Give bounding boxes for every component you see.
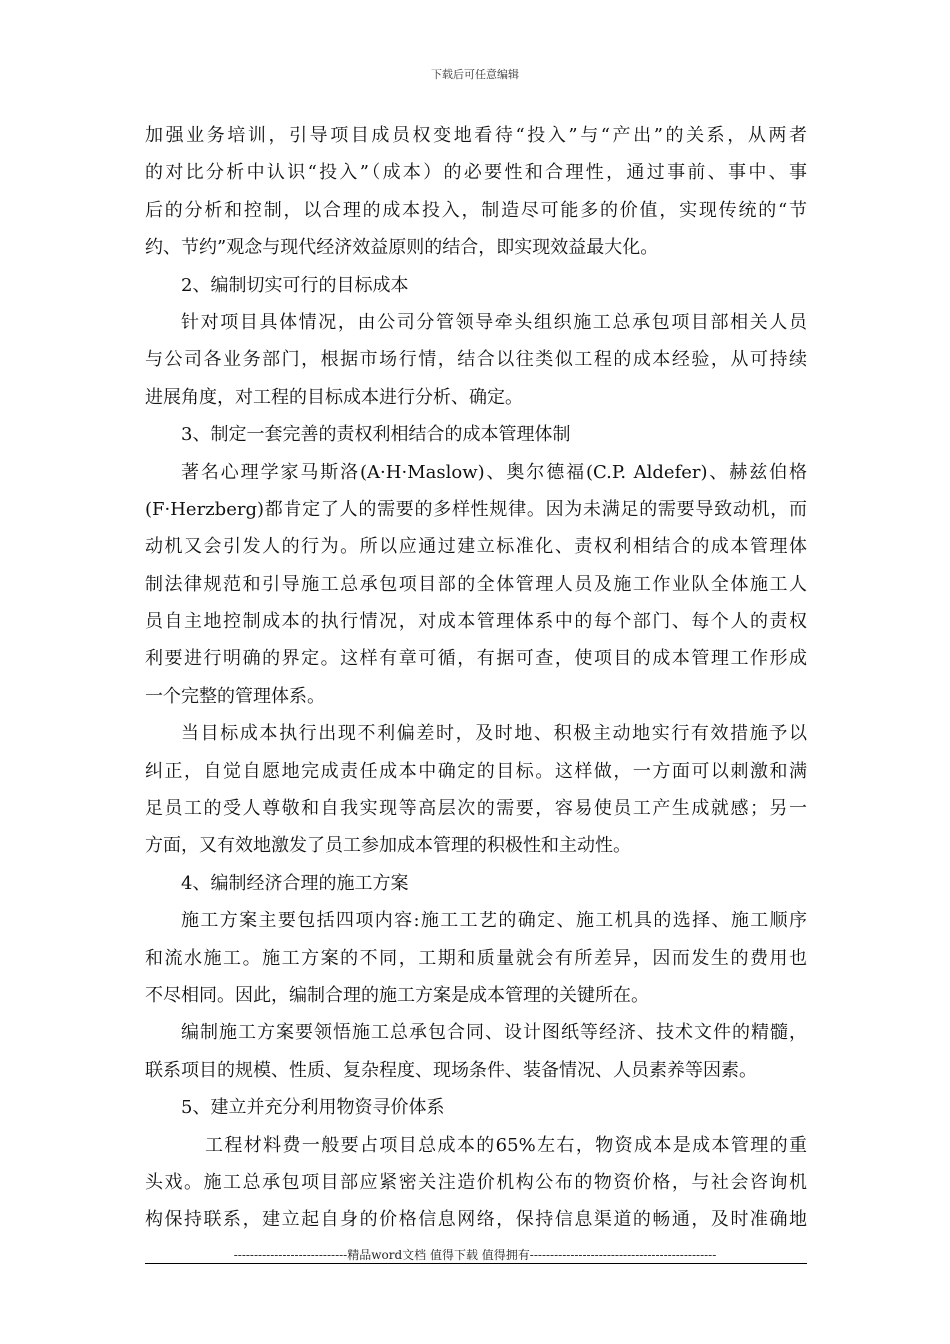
body-line: 和流水施工。施工方案的不同，工期和质量就会有所差异，因而发生的费用也	[145, 947, 807, 969]
body-line: 后的分析和控制，以合理的成本投入，制造尽可能多的价值，实现传统的“节	[145, 199, 807, 221]
section-heading: 2、编制切实可行的目标成本	[181, 274, 409, 296]
section-heading: 4、编制经济合理的施工方案	[181, 872, 409, 894]
body-line: 著名心理学家马斯洛(A·H·Maslow)、奥尔德福(C.P. Aldefer)、赫兹伯格	[181, 461, 807, 483]
body-line: 当目标成本执行出现不利偏差时，及时地、积极主动地实行有效措施予以	[181, 723, 807, 745]
body-line: 头戏。施工总承包项目部应紧密关注造价机构公布的物资价格，与社会咨询机	[145, 1171, 807, 1193]
section-heading: 3、制定一套完善的责权利相结合的成本管理体制	[181, 424, 571, 446]
body-line: 纠正，自觉自愿地完成责任成本中确定的目标。这样做，一方面可以刺激和满	[145, 760, 807, 782]
body-line: 方面，又有效地激发了员工参加成本管理的积极性和主动性。	[145, 835, 631, 857]
body-line: (F·Herzberg)都肯定了人的需要的多样性规律。因为未满足的需要导致动机，而	[145, 498, 807, 520]
body-line: 约、节约”观念与现代经济效益原则的结合，即实现效益最大化。	[145, 237, 659, 259]
page-header-note: 下载后可任意编辑	[431, 68, 519, 81]
body-line: 施工方案主要包括四项内容:施工工艺的确定、施工机具的选择、施工顺序	[181, 910, 807, 932]
body-line: 工程材料费一般要占项目总成本的65%左右，物资成本是成本管理的重	[205, 1134, 807, 1156]
footer-divider	[145, 1263, 807, 1264]
body-line: 一个完整的管理体系。	[145, 685, 325, 707]
page-footer-note: ----------------------------精品word文档 值得下载 值得拥有----------------------------------------------	[233, 1248, 717, 1262]
body-line: 针对项目具体情况，由公司分管领导牵头组织施工总承包项目部相关人员	[181, 311, 807, 333]
body-line: 编制施工方案要领悟施工总承包合同、设计图纸等经济、技术文件的精髓，	[181, 1022, 807, 1044]
body-line: 足员工的受人尊敬和自我实现等高层次的需要，容易使员工产生成就感；另一	[145, 798, 807, 820]
body-line: 不尽相同。因此，编制合理的施工方案是成本管理的关键所在。	[145, 984, 649, 1006]
body-line: 构保持联系，建立起自身的价格信息网络，保持信息渠道的畅通，及时准确地	[145, 1209, 807, 1231]
body-line: 员自主地控制成本的执行情况，对成本管理体系中的每个部门、每个人的责权	[145, 611, 807, 633]
document-body	[145, 117, 807, 1239]
section-heading: 5、建立并充分利用物资寻价体系	[181, 1097, 445, 1119]
body-line: 制法律规范和引导施工总承包项目部的全体管理人员及施工作业队全体施工人	[145, 573, 807, 595]
body-line: 动机又会引发人的行为。所以应通过建立标准化、责权利相结合的成本管理体	[145, 536, 807, 558]
body-line: 进展角度，对工程的目标成本进行分析、确定。	[145, 386, 523, 408]
body-line: 利要进行明确的界定。这样有章可循，有据可查，使项目的成本管理工作形成	[145, 648, 807, 670]
body-line: 联系项目的规模、性质、复杂程度、现场条件、装备情况、人员素养等因素。	[145, 1059, 757, 1081]
body-line: 加强业务培训，引导项目成员权变地看待“投入”与“产出”的关系，从两者	[145, 125, 807, 146]
body-line: 与公司各业务部门，根据市场行情，结合以往类似工程的成本经验，从可持续	[145, 349, 807, 371]
body-line: 的对比分析中认识“投入”（成本）的必要性和合理性，通过事前、事中、事	[145, 162, 807, 184]
